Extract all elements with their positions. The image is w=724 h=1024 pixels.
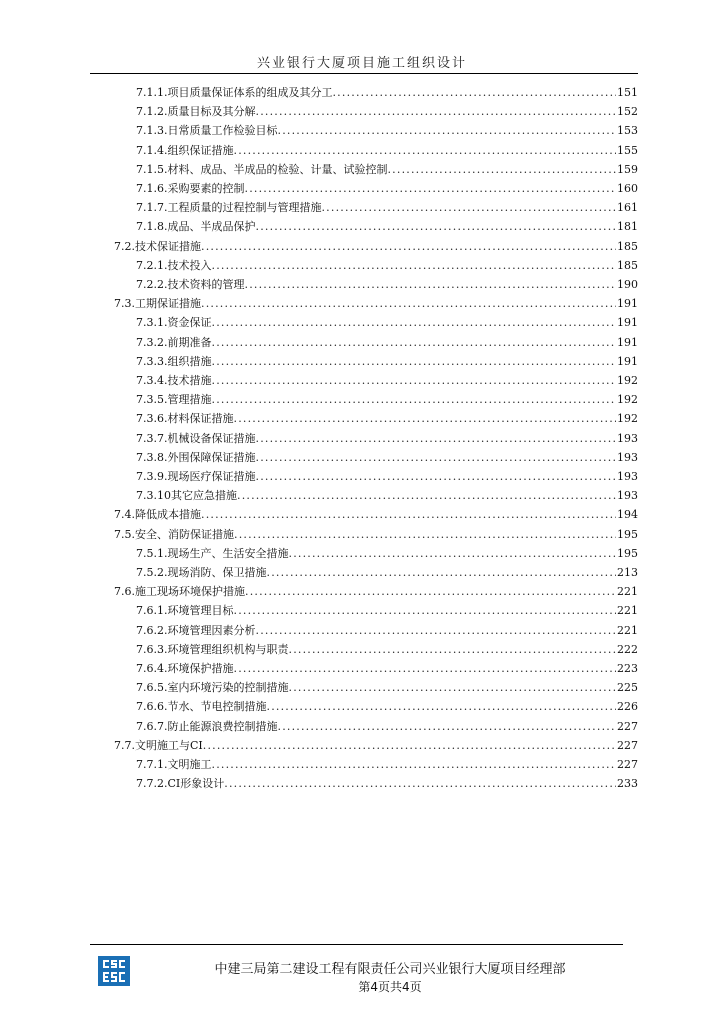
toc-entry[interactable] [136,391,638,409]
toc-leader-dots [237,487,616,505]
toc-leader-dots [212,756,617,774]
toc-leader-dots [201,295,616,313]
toc-entry-page: 222 [617,642,638,656]
toc-entry-title: 7.6.2.环境管理因素分析 [136,623,256,637]
toc-leader-dots [212,353,617,371]
toc-entry[interactable] [136,449,638,467]
toc-entry[interactable] [136,334,638,352]
toc-entry-page: 159 [617,162,638,176]
toc-entry[interactable] [136,660,638,678]
toc-entry[interactable] [136,718,638,736]
toc-entry-page: 192 [617,374,638,387]
toc-entry-page: 227 [617,758,638,771]
toc-entry-page: 192 [617,412,638,426]
toc-leader-dots [245,276,617,294]
toc-entry-title: 7.5.1.现场生产、生活安全措施 [136,546,289,560]
toc-entry[interactable] [136,468,638,486]
toc-leader-dots [201,506,616,524]
toc-entry-title: 7.5.安全、消防保证措施 [114,527,234,541]
toc-leader-dots [267,698,617,716]
toc-entry-page: 213 [617,566,638,579]
toc-entry-title: 7.6.4.环境保护措施 [136,662,234,675]
footer-divider [90,944,623,945]
footer-page-number: 第4页共4页 [358,980,422,994]
toc-leader-dots [267,564,617,582]
toc-entry-page: 227 [617,738,638,752]
toc-entry-page: 191 [617,354,638,368]
toc-entry-page: 181 [617,220,638,234]
toc-entry-page: 195 [617,546,638,560]
toc-leader-dots [234,142,617,160]
toc-entry-page: 194 [617,508,638,522]
toc-entry[interactable] [136,430,638,448]
toc-entry-title: 7.1.6.采购要素的控制 [136,182,245,195]
toc-leader-dots [256,430,617,448]
toc-entry[interactable] [136,372,638,390]
toc-entry-page: 221 [617,604,638,618]
toc-leader-dots [234,526,616,544]
toc-entry-page: 185 [617,239,638,253]
toc-entry[interactable] [136,487,638,505]
toc-entry[interactable] [136,161,638,179]
toc-entry-title: 7.3.2.前期准备 [136,335,212,349]
toc-entry[interactable] [136,679,638,697]
header-divider [90,73,638,74]
toc-entry-title: 7.3.9.现场医疗保证措施 [136,470,256,483]
toc-entry-page: 191 [617,316,638,330]
toc-entry-title: 7.6.7.防止能源浪费控制措施 [136,719,278,733]
toc-entry-page: 160 [617,182,638,195]
toc-entry[interactable] [136,698,638,716]
toc-entry-title: 7.1.2.质量目标及其分解 [136,105,256,119]
toc-entry-page: 226 [617,700,638,714]
footer-company-name: 中建三局第二建设工程有限责任公司兴业银行大厦项目经理部 [214,962,566,977]
toc-entry-title: 7.3.4.技术措施 [136,374,212,387]
toc-leader-dots [256,622,617,640]
toc-leader-dots [234,602,617,620]
toc-entry-title: 7.3.工期保证措施 [114,297,201,311]
toc-entry-title: 7.6.5.室内环境污染的控制措施 [136,681,289,695]
toc-entry-page: 195 [617,527,638,541]
toc-entry-title: 7.5.2.现场消防、保卫措施 [136,566,267,579]
toc-entry[interactable] [114,295,638,313]
toc-entry-title: 7.6.6.节水、节电控制措施 [136,700,267,714]
toc-entry[interactable] [136,276,638,294]
toc-leader-dots [212,372,617,390]
toc-entry-title: 7.2.技术保证措施 [114,239,201,253]
toc-entry-title: 7.3.1.资金保证 [136,316,212,330]
toc-entry-page: 193 [617,450,638,464]
toc-entry-page: 185 [617,258,638,272]
toc-entry[interactable] [136,218,638,236]
toc-entry[interactable] [136,564,638,582]
toc-entry-page: 227 [617,719,638,733]
toc-leader-dots [321,199,616,217]
toc-entry[interactable] [114,506,638,524]
toc-entry-page: 155 [617,143,638,157]
toc-leader-dots [245,583,616,601]
toc-entry-title: 7.6.1.环境管理目标 [136,604,234,618]
toc-entry-page: 225 [617,681,638,695]
toc-entry-title: 7.3.7.机械设备保证措施 [136,431,256,445]
toc-entry[interactable] [136,84,638,102]
toc-entry-page: 221 [617,585,638,599]
toc-entry-page: 152 [617,105,638,119]
toc-entry-title: 7.3.10其它应急措施 [136,489,237,503]
toc-entry-title: 7.3.3.组织措施 [136,354,212,368]
toc-entry-page: 233 [617,777,638,791]
toc-entry-page: 193 [617,489,638,503]
toc-leader-dots [278,718,617,736]
toc-entry-title: 7.1.1.项目质量保证体系的组成及其分工 [136,86,333,99]
toc-entry[interactable] [136,641,638,659]
toc-entry-page: 153 [617,124,638,138]
toc-entry[interactable] [136,142,638,160]
toc-entry[interactable] [136,602,638,620]
toc-entry[interactable] [114,737,638,755]
toc-entry-page: 192 [617,393,638,407]
toc-leader-dots [289,641,617,659]
toc-leader-dots [289,679,617,697]
toc-leader-dots [278,122,617,140]
toc-entry-title: 7.6.3.环境管理组织机构与职责 [136,642,289,656]
toc-entry-page: 191 [617,297,638,311]
toc-entry[interactable] [136,622,638,640]
toc-entry-title: 7.1.3.日常质量工作检验目标 [136,124,278,138]
cscec-logo-icon [98,956,130,986]
toc-leader-dots [332,84,616,102]
toc-entry-title: 7.6.施工现场环境保护措施 [114,585,245,599]
toc-entry-title: 7.2.1.技术投入 [136,258,212,272]
toc-entry[interactable] [114,583,638,601]
toc-entry-title: 7.1.5.材料、成品、半成品的检验、计量、试验控制 [136,162,388,176]
toc-entry-title: 7.7.文明施工与CI [114,738,203,752]
toc-entry-title: 7.2.2.技术资料的管理 [136,278,245,291]
toc-entry[interactable] [136,122,638,140]
toc-entry-page: 193 [617,431,638,445]
toc-entry-title: 7.1.8.成品、半成品保护 [136,220,256,234]
toc-leader-dots [289,545,617,563]
toc-leader-dots [245,180,617,198]
toc-leader-dots [212,334,617,352]
toc-leader-dots [256,218,617,236]
toc-entry[interactable] [136,103,638,121]
toc-entry-title: 7.1.4.组织保证措施 [136,143,234,157]
toc-leader-dots [234,410,617,428]
toc-leader-dots [212,257,617,275]
toc-leader-dots [234,660,617,678]
toc-leader-dots [212,391,617,409]
toc-leader-dots [256,103,617,121]
toc-entry-page: 191 [617,335,638,349]
toc-leader-dots [387,161,616,179]
toc-leader-dots [212,314,617,332]
toc-leader-dots [256,468,617,486]
page-header-title: 兴业银行大厦项目施工组织设计 [256,56,467,71]
toc-entry-page: 161 [617,201,638,215]
toc-entry-title: 7.3.8.外围保障保证措施 [136,450,256,464]
toc-entry[interactable] [114,238,638,256]
toc-entry[interactable] [136,257,638,275]
toc-entry-page: 190 [617,278,638,291]
toc-entry-title: 7.3.6.材料保证措施 [136,412,234,426]
toc-entry-page: 221 [617,623,638,637]
toc-entry-title: 7.3.5.管理措施 [136,393,212,407]
toc-entry[interactable] [136,199,638,217]
toc-entry[interactable] [136,180,638,198]
toc-entry[interactable] [114,526,638,544]
toc-entry[interactable] [136,314,638,332]
toc-leader-dots [224,775,616,793]
toc-entry-title: 7.4.降低成本措施 [114,508,201,522]
toc-leader-dots [256,449,617,467]
toc-entry[interactable] [136,545,638,563]
toc-entry-title: 7.1.7.工程质量的过程控制与管理措施 [136,201,322,215]
toc-entry[interactable] [136,353,638,371]
toc-entry-page: 151 [617,86,638,99]
toc-entry[interactable] [136,775,638,793]
toc-leader-dots [201,238,616,256]
toc-entry-page: 193 [617,470,638,483]
toc-entry-title: 7.7.1.文明施工 [136,758,212,771]
toc-entry-title: 7.7.2.CI形象设计 [136,777,225,791]
toc-leader-dots [203,737,616,755]
toc-entry[interactable] [136,756,638,774]
toc-entry-page: 223 [617,662,638,675]
toc-entry[interactable] [136,410,638,428]
